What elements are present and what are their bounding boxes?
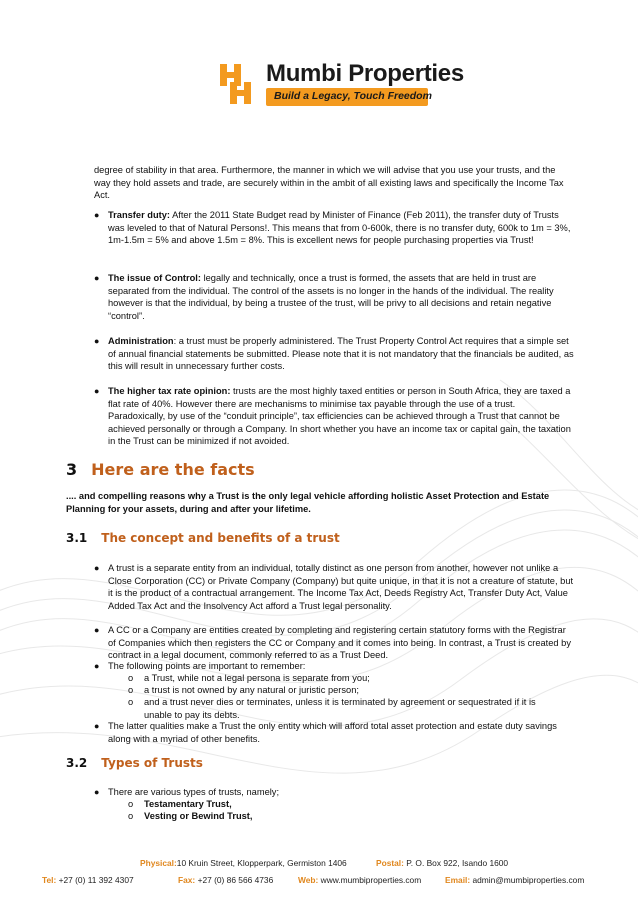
section-number: 3.2 [66,756,88,770]
sub-item-text: Testamentary Trust, [144,799,232,809]
sub-item-text: and a trust never dies or terminates, unless it is terminated by agreement or sequestrated if it is unable to pay its debts. [144,697,536,720]
bullet-text: There are various types of trusts, namely; [108,787,280,797]
footer-postal [376,858,508,868]
section-3-lead: .... and compelling reasons why a Trust is the only legal vehicle affording holistic Asset Protection and Estate Planning for your assets, during and after your lifetime. [66,491,550,514]
bullet-icon: ● [94,787,100,797]
bullet-text: A trust is a separate entity from an individual, totally distinct as one person from another, however not unlike a Close Corporation (CC) or Private Company (Company) but quite unique, in that it is not a creature of statute, but it is the product of a contractual arrangement. The Income Tax Act, Deeds Registry Act, Transfer Duty Act, Value Added Tax Act and the Insolvency Act afford a Trust legal personality. [108,563,574,611]
bullet-text: After the 2011 State Budget read by Minister of Finance (Feb 2011), the transfer duty of Trusts was leveled to that of Natural Persons!. This means that from 0-600k, there is no transfer duty, 600k to 1m = 3%, 1m-1.5m = 5% and above 1.5m = 8%. This is excellent news for people purchasing properties via Trust! [108,210,571,246]
physical-label: Physical: [140,858,177,868]
fax-number: +27 (0) 86 566 4736 [197,875,274,885]
section-title: Types of Trusts [101,756,203,770]
bullet-icon: ● [94,210,100,220]
company-tagline: Build a Legacy, Touch Freedom [274,90,432,102]
tel-number: +27 (0) 11 392 4307 [58,875,134,885]
circle-bullet-icon: o [128,811,134,821]
sub-item-text: Vesting or Bewind Trust, [144,811,253,821]
section-3-2-heading [66,756,203,770]
bullet-title: Administration [108,336,174,346]
section-title: The concept and benefits of a trust [101,531,340,545]
postal-label: Postal: [376,858,404,868]
section-3-1-heading [66,531,340,545]
bullet-title: The issue of Control: [108,273,201,283]
footer-fax [178,875,273,885]
bullet-text: legally and technically, once a trust is formed, the assets that are held in trust are separated from the individual. The control of the assets is no longer in the hands of the individual. The reality however is that the individual, by being a trustee of the trust, will be privy to all decisions and retain negative “control”. [108,273,554,321]
fax-label: Fax: [178,875,196,885]
bullet-icon: ● [94,625,100,635]
footer-physical [140,858,347,868]
circle-bullet-icon: o [128,799,134,809]
company-name: Mumbi Properties [266,60,464,87]
bullet-title: The higher tax rate opinion: [108,386,231,396]
web-label: Web: [298,875,319,885]
bullet-text: A CC or a Company are entities created by completing and registering certain statutory forms with the Registrar of Companies which then registers the CC or Company and it comes into being. In contrast, a Trust is created by contract in a legal document, commonly referred to as a Trust Deed. [108,625,572,661]
section-number: 3.1 [66,531,88,545]
circle-bullet-icon: o [128,673,134,683]
bullet-icon: ● [94,336,100,346]
email-link[interactable]: admin@mumbiproperties.com [472,875,585,885]
postal-address: P. O. Box 922, Isando 1600 [406,858,509,868]
circle-bullet-icon: o [128,685,134,695]
physical-address: 10 Kruin Street, Klopperpark, Germiston 1406 [176,858,347,868]
bullet-icon: ● [94,273,100,283]
bullet-text: The latter qualities make a Trust the only entity which will afford total asset protection and estate duty savings along with a myriad of other benefits. [108,721,557,744]
footer-tel [42,875,134,885]
bullet-title: Transfer duty: [108,210,170,220]
bullet-text: : a trust must be properly administered. The Trust Property Control Act requires that a simple set of annual financial statements be submitted. Please note that it is not mandatory that the financials be audited, as this will result in unnecessary further costs. [108,336,574,372]
bullet-text: The following points are important to remember: [108,661,306,671]
footer-email [445,875,584,885]
bullet-icon: ● [94,661,100,671]
intro-paragraph: degree of stability in that area. Furthermore, the manner in which we will advise that you use your trusts, and the way they hold assets and trade, are securely within in the ambit of all existing laws and specifically the Income Tax Act. [94,165,564,201]
sub-item-text: a trust is not owned by any natural or juristic person; [144,685,359,695]
section-3-heading [66,460,255,479]
bullet-icon: ● [94,386,100,396]
bullet-icon: ● [94,721,100,731]
section-title: Here are the facts [91,460,255,479]
circle-bullet-icon: o [128,697,134,707]
bullet-text: trusts are the most highly taxed entities or person in South Africa, they are taxed a flat rate of 40%. However there are mechanisms to minimise tax payable through the use of a trust. Paradoxically, by use of the “conduit principle”, tax efficiencies can be achieved through a Trust that cannot be achieved personally or through a Company. In short whether you have an income tax or capital gain, the taxation in the Trust can be minimized if not avoided. [108,386,571,447]
page-footer [0,856,638,896]
bullet-icon: ● [94,563,100,573]
sub-item-text: a Trust, while not a legal persona is separate from you; [144,673,370,683]
section-number: 3 [66,460,78,479]
web-link[interactable]: www.mumbiproperties.com [320,875,422,885]
footer-web [298,875,421,885]
email-label: Email: [445,875,471,885]
tel-label: Tel: [42,875,57,885]
